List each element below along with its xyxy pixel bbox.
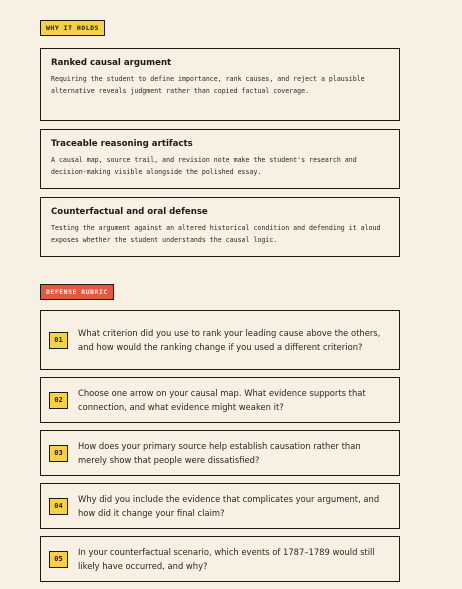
why-it-holds-tag: WHY IT HOLDS xyxy=(40,20,105,36)
rubric-question xyxy=(40,310,400,370)
question-text: How does your primary source help establish causation rather than merely show that people were dissatisfied? xyxy=(78,440,361,465)
question-text: Why did you include the evidence that complicates your argument, and how did it change your final claim? xyxy=(78,493,380,518)
rubric-question xyxy=(40,430,400,476)
question-number-badge: 04 xyxy=(49,498,68,515)
rubric-question xyxy=(40,536,400,582)
rubric-question xyxy=(40,377,400,423)
question-number-badge: 02 xyxy=(49,392,68,409)
card-body: A causal map, source trail, and revision note make the student's research and decision-making visible alongside the polished essay. xyxy=(51,156,357,176)
defense-rubric-tag: DEFENSE RUBRIC xyxy=(40,284,114,300)
card-traceable-reasoning xyxy=(40,129,400,189)
card-counterfactual-defense xyxy=(40,197,400,257)
card-body: Requiring the student to define importance, rank causes, and reject a plausible alternative reveals judgment rather than copied factual coverage. xyxy=(51,75,365,95)
question-number-badge: 01 xyxy=(49,332,68,349)
question-text: In your counterfactual scenario, which events of 1787–1789 would still likely have occurred, and why? xyxy=(78,546,375,571)
card-title: Traceable reasoning artifacts xyxy=(51,139,193,149)
content-column xyxy=(40,15,400,589)
question-text: What criterion did you use to rank your leading cause above the others, and how would the ranking change if you used a different criterion? xyxy=(78,327,381,352)
question-number-badge: 05 xyxy=(49,551,68,568)
card-ranked-causal-argument xyxy=(40,48,400,121)
question-number-badge: 03 xyxy=(49,445,68,462)
card-body: Testing the argument against an altered historical condition and defending it aloud exposes whether the student understands the causal logic. xyxy=(51,224,381,244)
rubric-question xyxy=(40,483,400,529)
card-title: Ranked causal argument xyxy=(51,58,172,68)
question-text: Choose one arrow on your causal map. What evidence supports that connection, and what evidence might weaken it? xyxy=(78,387,366,412)
card-title: Counterfactual and oral defense xyxy=(51,207,208,217)
